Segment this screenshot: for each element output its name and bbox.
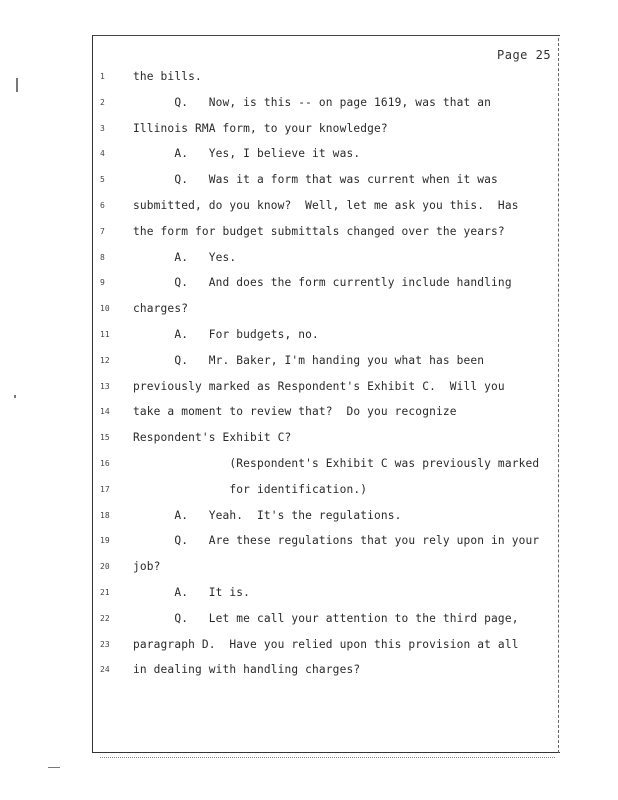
transcript-line bbox=[100, 301, 560, 317]
line-number: 23 bbox=[100, 639, 110, 649]
line-text: paragraph D. Have you relied upon this provision at all bbox=[133, 637, 519, 651]
transcript-line bbox=[100, 172, 560, 188]
line-text: for identification.) bbox=[133, 482, 368, 496]
scan-speck bbox=[14, 395, 16, 398]
line-text: Q. Mr. Baker, I'm handing you what has been bbox=[133, 353, 485, 367]
line-text: previously marked as Respondent's Exhibit C. Will you bbox=[133, 379, 505, 393]
transcript-line bbox=[100, 430, 560, 446]
transcript-line bbox=[100, 637, 560, 653]
transcript-line bbox=[100, 456, 560, 472]
line-text: Illinois RMA form, to your knowledge? bbox=[133, 121, 388, 135]
line-text: A. For budgets, no. bbox=[133, 328, 319, 341]
transcript-line bbox=[100, 611, 560, 627]
line-text: Q. Let me call your attention to the third page, bbox=[133, 611, 519, 625]
line-text: Respondent's Exhibit C? bbox=[133, 431, 292, 445]
scan-speck bbox=[48, 767, 60, 768]
line-text: Q. And does the form currently include handling bbox=[133, 276, 512, 290]
transcript-line bbox=[100, 250, 560, 266]
transcript-line bbox=[100, 275, 560, 291]
line-text: in dealing with handling charges? bbox=[133, 663, 361, 677]
line-text: the form for budget submittals changed over the years? bbox=[133, 224, 505, 238]
transcript-line bbox=[100, 198, 560, 214]
line-text: Q. Now, is this -- on page 1619, was that an bbox=[133, 95, 492, 109]
line-text: charges? bbox=[133, 302, 189, 316]
line-number: 21 bbox=[100, 588, 110, 597]
line-number: 11 bbox=[100, 330, 110, 339]
line-number: 2 bbox=[100, 97, 105, 107]
line-number: 8 bbox=[100, 252, 105, 262]
transcript-line bbox=[100, 327, 560, 343]
bottom-scan-noise bbox=[100, 757, 555, 760]
line-text: A. It is. bbox=[133, 586, 251, 599]
transcript-line bbox=[100, 379, 560, 395]
line-text: A. Yeah. It's the regulations. bbox=[133, 508, 402, 522]
line-text: the bills. bbox=[133, 70, 202, 83]
line-number: 19 bbox=[100, 536, 110, 546]
line-number: 18 bbox=[100, 510, 110, 520]
page-number: Page 25 bbox=[497, 48, 552, 62]
line-text: take a moment to review that? Do you recognize bbox=[133, 405, 457, 419]
transcript-line bbox=[100, 662, 560, 678]
line-number: 5 bbox=[100, 175, 105, 185]
line-number: 24 bbox=[100, 665, 110, 675]
line-text: Q. Was it a form that was current when it was bbox=[133, 173, 498, 187]
line-text: A. Yes. bbox=[133, 250, 237, 264]
transcript-line bbox=[100, 404, 560, 420]
transcript-line bbox=[100, 508, 560, 524]
line-text: A. Yes, I believe it was. bbox=[133, 147, 361, 161]
line-number: 10 bbox=[100, 304, 110, 314]
line-number: 6 bbox=[100, 201, 105, 210]
line-text: (Respondent's Exhibit C was previously marked bbox=[133, 457, 540, 470]
transcript-line bbox=[100, 353, 560, 369]
transcript-line bbox=[100, 146, 560, 162]
line-number: 22 bbox=[100, 613, 110, 623]
line-number: 20 bbox=[100, 562, 110, 572]
line-number: 16 bbox=[100, 459, 110, 468]
line-number: 13 bbox=[100, 381, 110, 391]
line-number: 15 bbox=[100, 433, 110, 443]
line-number: 4 bbox=[100, 149, 105, 159]
line-number: 14 bbox=[100, 407, 110, 417]
transcript-line bbox=[100, 533, 560, 549]
line-text: submitted, do you know? Well, let me ask you this. Has bbox=[133, 199, 519, 212]
line-number: 7 bbox=[100, 226, 105, 236]
transcript-line bbox=[100, 121, 560, 137]
line-number: 1 bbox=[100, 72, 105, 81]
line-text: job? bbox=[133, 560, 161, 574]
transcript-line bbox=[100, 95, 560, 111]
line-number: 17 bbox=[100, 484, 110, 494]
line-number: 12 bbox=[100, 355, 110, 365]
scan-speck bbox=[16, 78, 18, 92]
transcript-line bbox=[100, 585, 560, 601]
transcript-line bbox=[100, 559, 560, 575]
line-text: Q. Are these regulations that you rely upon in your bbox=[133, 534, 540, 548]
line-number: 3 bbox=[100, 123, 105, 133]
line-number: 9 bbox=[100, 278, 105, 288]
transcript-line bbox=[100, 69, 560, 85]
transcript-line bbox=[100, 482, 560, 498]
transcript-line bbox=[100, 224, 560, 240]
